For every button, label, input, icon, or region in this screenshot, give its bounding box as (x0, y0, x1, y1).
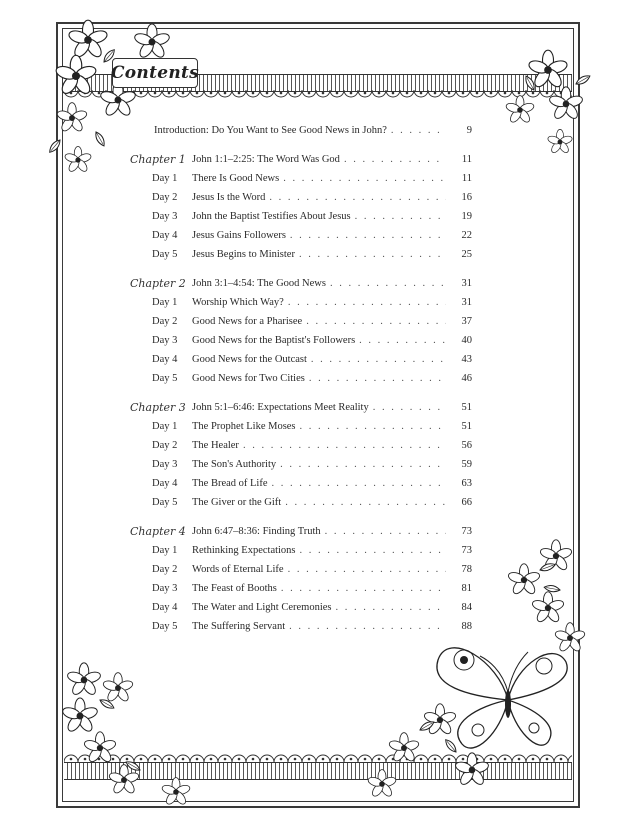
day-title: Good News for the Baptist's Followers (192, 335, 356, 346)
dot-leader (300, 544, 446, 558)
toc-day-row[interactable] (192, 334, 472, 348)
day-title: Rethinking Expectations (192, 545, 296, 556)
day-label: Day 2 (152, 564, 178, 575)
toc-day-row[interactable] (192, 420, 472, 434)
day-label: Day 3 (152, 583, 178, 594)
day-page-number: 40 (461, 335, 472, 346)
day-title: The Giver or the Gift (192, 497, 282, 508)
dot-leader (373, 401, 446, 415)
chapter-title: John 5:1–6:46: Expectations Meet Reality (192, 402, 369, 413)
dot-leader (290, 229, 446, 243)
chapter-page-number: 11 (461, 154, 472, 165)
day-label: Day 1 (152, 173, 178, 184)
dot-leader (359, 334, 446, 348)
day-title: Good News for the Outcast (192, 354, 307, 365)
chapter-label: Chapter 2 (130, 277, 186, 290)
dot-leader (272, 477, 446, 491)
day-title: The Son's Authority (192, 459, 277, 470)
dot-leader (283, 172, 446, 186)
chapter-title: John 6:47–8:36: Finding Truth (192, 526, 321, 537)
day-page-number: 59 (461, 459, 472, 470)
chapter-label: Chapter 3 (130, 401, 186, 414)
day-page-number: 37 (461, 316, 472, 327)
day-label: Day 2 (152, 316, 178, 327)
day-label: Day 5 (152, 373, 178, 384)
toc-day-row[interactable] (192, 372, 472, 386)
toc-chapter-row[interactable] (192, 277, 472, 291)
toc-day-row[interactable] (192, 620, 472, 634)
day-title: Words of Eternal Life (192, 564, 284, 575)
toc-day-row[interactable] (192, 191, 472, 205)
toc-day-row[interactable] (192, 229, 472, 243)
toc-day-row[interactable] (192, 544, 472, 558)
dot-leader (299, 248, 446, 262)
toc-chapter-row[interactable] (192, 153, 472, 167)
day-label: Day 3 (152, 459, 178, 470)
chapter-label: Chapter 4 (130, 525, 186, 538)
toc-day-row[interactable] (192, 172, 472, 186)
day-title: The Feast of Booths (192, 583, 277, 594)
toc-day-row[interactable] (192, 496, 472, 510)
dot-leader (330, 277, 446, 291)
day-page-number: 84 (461, 602, 472, 613)
chapter-title: John 3:1–4:54: The Good News (192, 278, 326, 289)
day-page-number: 25 (461, 249, 472, 260)
dot-leader (288, 296, 446, 310)
day-page-number: 88 (461, 621, 472, 632)
day-page-number: 19 (461, 211, 472, 222)
dot-leader (243, 439, 446, 453)
dot-leader (344, 153, 446, 167)
introduction-title: Introduction: Do You Want to See Good News in John? (154, 125, 387, 136)
day-page-number: 81 (461, 583, 472, 594)
toc-day-row[interactable] (192, 458, 472, 472)
day-page-number: 56 (461, 440, 472, 451)
day-page-number: 22 (461, 230, 472, 241)
day-page-number: 43 (461, 354, 472, 365)
dot-leader (281, 582, 446, 596)
chapter-page-number: 51 (461, 402, 472, 413)
day-label: Day 1 (152, 421, 178, 432)
toc-day-row[interactable] (192, 563, 472, 577)
day-page-number: 16 (461, 192, 472, 203)
day-title: John the Baptist Testifies About Jesus (192, 211, 351, 222)
dot-leader (306, 315, 446, 329)
chapter-title: John 1:1–2:25: The Word Was God (192, 154, 340, 165)
day-label: Day 3 (152, 211, 178, 222)
day-label: Day 3 (152, 335, 178, 346)
dot-leader (289, 620, 446, 634)
toc-introduction-row[interactable] (154, 124, 472, 138)
day-page-number: 11 (461, 173, 472, 184)
day-label: Day 1 (152, 297, 178, 308)
chapter-page-number: 73 (461, 526, 472, 537)
day-label: Day 1 (152, 545, 178, 556)
day-title: The Prophet Like Moses (192, 421, 296, 432)
day-title: There Is Good News (192, 173, 280, 184)
chapter-page-number: 31 (461, 278, 472, 289)
toc-day-row[interactable] (192, 210, 472, 224)
toc-chapter-row[interactable] (192, 525, 472, 539)
day-title: Jesus Begins to Minister (192, 249, 295, 260)
dot-leader (285, 496, 446, 510)
toc-day-row[interactable] (192, 315, 472, 329)
toc-day-row[interactable] (192, 248, 472, 262)
toc-chapter-row[interactable] (192, 401, 472, 415)
day-title: The Water and Light Ceremonies (192, 602, 332, 613)
toc-day-row[interactable] (192, 353, 472, 367)
chapter-label: Chapter 1 (130, 153, 186, 166)
dot-leader (336, 601, 447, 615)
day-label: Day 4 (152, 478, 178, 489)
dot-leader (309, 372, 446, 386)
day-label: Day 5 (152, 497, 178, 508)
toc-day-row[interactable] (192, 582, 472, 596)
dot-leader (325, 525, 446, 539)
day-title: Jesus Gains Followers (192, 230, 286, 241)
toc-day-row[interactable] (192, 601, 472, 615)
day-label: Day 2 (152, 192, 178, 203)
dot-leader (391, 124, 446, 138)
day-title: Worship Which Way? (192, 297, 284, 308)
day-label: Day 5 (152, 621, 178, 632)
day-page-number: 63 (461, 478, 472, 489)
day-label: Day 4 (152, 354, 178, 365)
day-page-number: 46 (461, 373, 472, 384)
dot-leader (311, 353, 446, 367)
dot-leader (269, 191, 446, 205)
day-title: Jesus Is the Word (192, 192, 266, 203)
day-page-number: 73 (461, 545, 472, 556)
day-label: Day 4 (152, 602, 178, 613)
dot-leader (355, 210, 446, 224)
dot-leader (280, 458, 446, 472)
toc-day-row[interactable] (192, 439, 472, 453)
day-title: The Suffering Servant (192, 621, 286, 632)
day-page-number: 51 (461, 421, 472, 432)
day-title: The Healer (192, 440, 239, 451)
day-title: Good News for Two Cities (192, 373, 305, 384)
page-title: Contents (110, 63, 200, 83)
day-label: Day 4 (152, 230, 178, 241)
introduction-page-number: 9 (466, 125, 472, 136)
day-page-number: 66 (461, 497, 472, 508)
day-label: Day 2 (152, 440, 178, 451)
day-page-number: 31 (461, 297, 472, 308)
dot-leader (288, 563, 446, 577)
toc-day-row[interactable] (192, 477, 472, 491)
day-page-number: 78 (461, 564, 472, 575)
dot-leader (300, 420, 446, 434)
day-title: The Bread of Life (192, 478, 268, 489)
toc-day-row[interactable] (192, 296, 472, 310)
day-label: Day 5 (152, 249, 178, 260)
day-title: Good News for a Pharisee (192, 316, 303, 327)
